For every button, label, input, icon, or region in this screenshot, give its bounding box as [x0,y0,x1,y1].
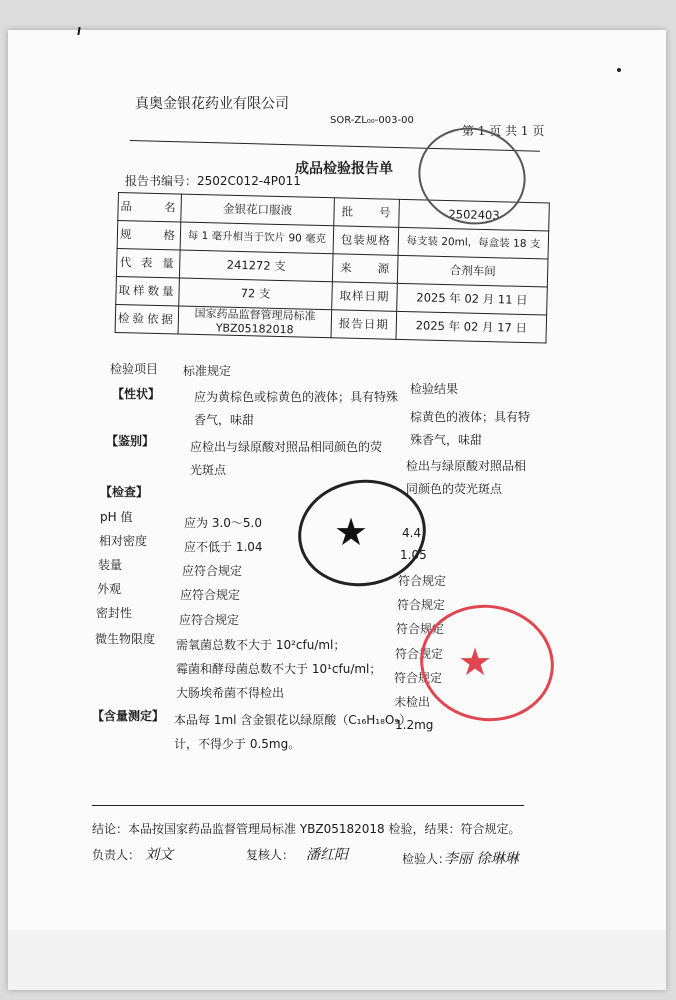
spec-label: 规 格 [117,221,181,251]
report-date: 2025 年 02 月 17 日 [396,311,547,343]
identification-result-1: 检出与绿原酸对照品相 [406,459,527,473]
chief-label: 负责人： [92,848,141,862]
sample-date: 2025 年 02 月 11 日 [397,283,548,315]
check-standard: 大肠埃希菌不得检出 [176,686,285,700]
appearance-standard-2: 香气，味甜 [194,413,255,427]
basis-line-2: YBZ05182018 [215,320,294,336]
identification-label: 【鉴别】 [106,434,155,448]
report-date-label: 报告日期 [331,310,397,340]
appearance-result-1: 棕黄色的液体；具有特 [410,410,531,424]
paper-fold [8,930,666,990]
check-standard: 需氧菌总数不大于 10²cfu/ml； [176,638,346,652]
check-result: 符合规定 [397,598,446,612]
chief-signature: 刘文 [145,847,173,863]
source-label: 来 源 [332,254,398,284]
check-result: 符合规定 [398,574,447,588]
check-item: pH 值 [100,510,133,524]
pack-value: 每支装 20ml，每盒装 18 支 [398,227,549,259]
document-number: SOR-ZL₀₀-003-00 [330,115,414,126]
company-name: 真奥金银花药业有限公司 [135,96,289,112]
check-item: 相对密度 [99,534,148,548]
identification-standard-1: 应检出与绿原酸对照品相同颜色的荧 [190,440,383,454]
check-standard: 应符合规定 [180,588,241,602]
check-result: 未检出 [394,695,431,709]
name-label: 品 名 [118,193,182,223]
assay-standard-2: 计，不得少于 0.5mg。 [174,737,301,751]
check-standard: 应为 3.0～5.0 [184,516,262,530]
identification-standard-2: 光斑点 [190,463,227,477]
appearance-label: 【性状】 [112,387,161,401]
standard-header: 标准规定 [183,364,232,378]
sample-value: 72 支 [179,278,333,310]
report-title: 成品检验报告单 [295,161,393,177]
appearance-result-2: 殊香气，味甜 [410,433,483,447]
check-result: 符合规定 [396,622,445,636]
page-info: 第 1 页 共 1 页 [462,124,545,138]
sample-label: 取样数量 [116,276,180,306]
check-label: 【检查】 [100,485,149,499]
assay-standard-1: 本品每 1ml 含金银花以绿原酸（C₁₆H₁₈O₉） [174,713,412,727]
check-standard: 应符合规定 [179,613,240,627]
check-standard: 霉菌和酵母菌总数不大于 10¹cfu/ml； [176,662,382,676]
basis-line-1: 国家药品监督管理局标准 [194,307,316,324]
report-number: 报告书编号：2502C012-4P011 [125,174,301,188]
basis-label: 检验依据 [115,304,179,334]
check-result: 1.05 [400,548,427,562]
basis-value [178,306,332,338]
check-standard: 应不低于 1.04 [184,540,263,554]
source-value: 合剂车间 [397,255,548,287]
batch-number: 2502403 [399,199,550,231]
result-header: 检验结果 [410,382,459,396]
rep-label: 代 表 量 [116,248,180,278]
sample-date-label: 取样日期 [332,282,398,312]
conclusion: 结论：本品按国家药品监督管理局标准 YBZ05182018 检验，结果：符合规定。 [92,822,521,836]
check-item: 外观 [97,582,122,596]
scan-dot [617,68,621,72]
check-result: 符合规定 [395,647,444,661]
check-result: 4.4 [402,526,422,540]
conclusion-rule [92,805,524,806]
batch-label: 批 号 [334,198,400,228]
item-header: 检验项目 [110,362,159,376]
assay-label: 【含量测定】 [92,709,165,723]
star-icon: ★ [458,640,493,684]
assay-result: 1.2mg [395,718,434,732]
check-item: 密封性 [96,606,133,620]
inspector-label: 检验人： [402,852,451,866]
reviewer-signature: 潘红阳 [306,847,348,863]
inspector-signature: 李丽 徐琳琳 [444,851,519,867]
check-item: 装量 [98,558,123,572]
check-item: 微生物限度 [95,632,156,646]
pack-label: 包装规格 [333,226,399,256]
star-icon: ★ [334,510,369,554]
appearance-standard-1: 应为黄棕色或棕黄色的液体；具有特殊 [194,390,399,404]
product-name: 金银花口服液 [181,194,335,226]
spec-value: 每 1 毫升相当于饮片 90 毫克 [180,222,334,254]
check-standard: 应符合规定 [182,564,243,578]
reviewer-label: 复核人： [246,848,295,862]
identification-result-2: 同颜色的荧光斑点 [406,482,503,496]
check-result: 符合规定 [394,671,443,685]
rep-value: 241272 支 [179,250,333,282]
